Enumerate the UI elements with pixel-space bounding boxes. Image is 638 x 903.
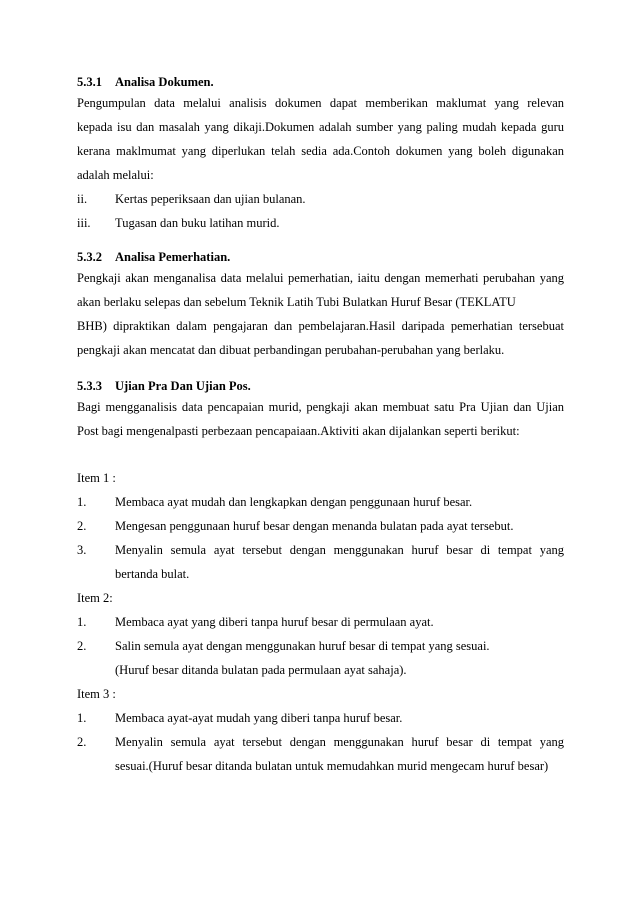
paragraph-line: pengkaji akan mencatat dan dibuat perbandingan perubahan-perubahan yang berlaku. [77, 343, 505, 357]
list-text-continuation: sesuai.(Huruf besar ditanda bulatan untuk memudahkan murid mengecam huruf besar) [115, 759, 549, 773]
list-text: Menyalin semula ayat tersebut dengan menggunakan huruf besar di tempat yang [115, 543, 564, 557]
list-item [77, 211, 564, 235]
list-text: Membaca ayat mudah dan lengkapkan dengan penggunaan huruf besar. [115, 495, 473, 509]
section-analisa-dokumen [77, 74, 564, 235]
list-text: Mengesan penggunaan huruf besar dengan menanda bulatan pada ayat tersebut. [115, 519, 514, 533]
list-marker: 1. [77, 495, 87, 509]
list-text-continuation: (Huruf besar ditanda bulatan pada permulaan ayat sahaja). [115, 663, 407, 677]
list-text: Menyalin semula ayat tersebut dengan menggunakan huruf besar di tempat yang [115, 735, 564, 749]
list-item [77, 706, 564, 730]
list-item [77, 490, 564, 514]
list-text: Tugasan dan buku latihan murid. [115, 216, 280, 230]
list-item [77, 187, 564, 211]
list-text: Membaca ayat-ayat mudah yang diberi tanpa huruf besar. [115, 711, 403, 725]
item-group-label: Item 2: [77, 591, 113, 605]
item-group-label: Item 1 : [77, 471, 116, 485]
section-title: Ujian Pra Dan Ujian Pos. [115, 379, 251, 393]
list-marker: 2. [77, 639, 87, 653]
item-group-label: Item 3 : [77, 687, 116, 701]
list-marker: 2. [77, 519, 87, 533]
list-item [77, 730, 564, 754]
paragraph-line: Pengkaji akan menganalisa data melalui pemerhatian, iaitu dengan memerhati perubahan yang [77, 271, 564, 285]
section-paragraph [77, 266, 564, 362]
paragraph-line: kepada isu dan masalah yang dikaji.Dokumen adalah sumber yang paling mudah kepada guru [77, 120, 564, 134]
paragraph-line: Post bagi mengenalpasti perbezaan pencapaiaan.Aktiviti akan dijalankan seperti berikut: [77, 424, 520, 438]
section-title: Analisa Pemerhatian. [115, 250, 231, 264]
paragraph-line: Bagi mengganalisis data pencapaian murid, pengkaji akan membuat satu Pra Ujian dan Ujian [77, 400, 564, 414]
list-item [77, 610, 564, 634]
list-item [77, 538, 564, 562]
paragraph-line: kerana maklmumat yang diperlukan telah sedia ada.Contoh dokumen yang boleh digunakan [77, 144, 564, 158]
section-title: Analisa Dokumen. [115, 75, 214, 89]
list-marker: 2. [77, 735, 87, 749]
list-item [77, 634, 564, 658]
item-groups [77, 466, 564, 778]
section-number: 5.3.1 [77, 75, 102, 89]
section-paragraph [77, 91, 564, 187]
section-heading [77, 249, 564, 265]
list-text: Kertas peperiksaan dan ujian bulanan. [115, 192, 306, 206]
section-ujian-pra-pos [77, 378, 564, 443]
list-text-continuation: bertanda bulat. [115, 567, 190, 581]
section-paragraph [77, 395, 564, 443]
section-analisa-pemerhatian [77, 249, 564, 362]
list-text: Membaca ayat yang diberi tanpa huruf besar di permulaan ayat. [115, 615, 434, 629]
list-marker: 3. [77, 543, 87, 557]
paragraph-line: BHB) dipraktikan dalam pengajaran dan pembelajaran.Hasil daripada pemerhatian tersebuat [77, 319, 564, 333]
section-heading [77, 378, 564, 394]
list-marker: ii. [77, 192, 88, 206]
list-marker: 1. [77, 711, 87, 725]
section-number: 5.3.2 [77, 250, 102, 264]
list-marker: 1. [77, 615, 87, 629]
list-item [77, 514, 564, 538]
paragraph-line: Pengumpulan data melalui analisis dokumen dapat memberikan maklumat yang relevan [77, 96, 564, 110]
list-text: Salin semula ayat dengan menggunakan huruf besar di tempat yang sesuai. [115, 639, 490, 653]
paragraph-line: akan berlaku selepas dan sebelum Teknik Latih Tubi Bulatkan Huruf Besar (TEKLATU [77, 295, 516, 309]
list-marker: iii. [77, 216, 91, 230]
paragraph-line: adalah melalui: [77, 168, 154, 182]
section-number: 5.3.3 [77, 379, 102, 393]
section-heading [77, 74, 564, 90]
